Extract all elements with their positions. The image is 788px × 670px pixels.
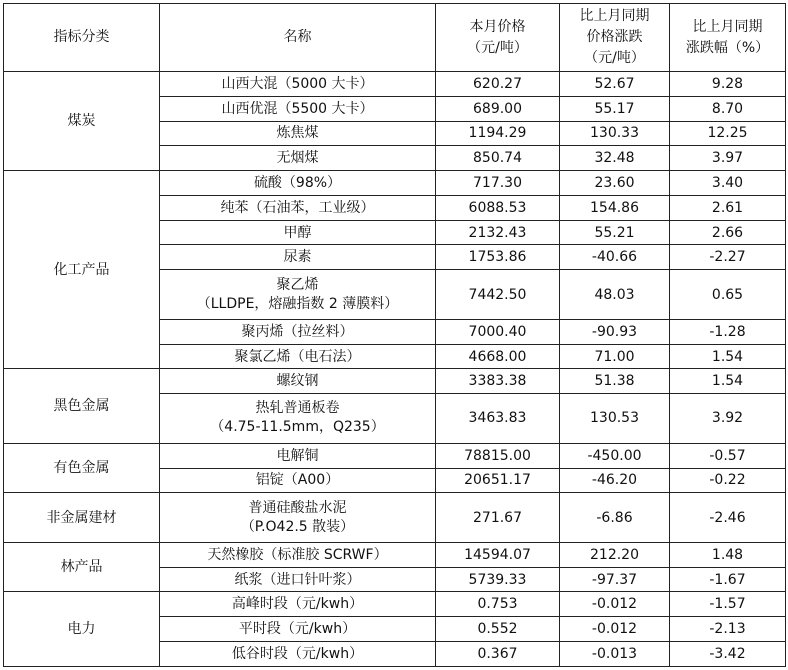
pct-cell: 3.40 (670, 171, 786, 196)
name-line: 炼焦煤 (276, 125, 319, 142)
category-cell: 有色金属 (4, 443, 160, 493)
price-cell: 4668.00 (436, 344, 560, 369)
category-cell: 黑色金属 (4, 369, 160, 443)
pct-cell: -3.42 (670, 642, 786, 667)
category-cell: 非金属建材 (4, 493, 160, 543)
change-cell: 130.33 (560, 121, 670, 146)
name-line: 聚氯乙烯（电石法） (234, 348, 361, 365)
table-row (4, 443, 786, 468)
header-name: 名称 (160, 4, 436, 72)
change-cell: -40.66 (560, 245, 670, 270)
header-change-line: 比上月同期 (579, 8, 650, 24)
pct-cell: -0.57 (670, 443, 786, 468)
name-cell (160, 121, 436, 146)
change-cell: 23.60 (560, 171, 670, 196)
change-cell: -0.013 (560, 642, 670, 667)
price-cell: 0.753 (436, 592, 560, 617)
table-row (4, 493, 786, 543)
name-cell (160, 245, 436, 270)
change-cell: 154.86 (560, 195, 670, 220)
name-line: 硫酸（98%） (253, 175, 342, 192)
pct-cell: -0.22 (670, 468, 786, 493)
pct-cell: -1.57 (670, 592, 786, 617)
header-pct-line: 涨跌幅（%） (685, 39, 770, 56)
change-cell: -0.012 (560, 592, 670, 617)
change-cell: 48.03 (560, 270, 670, 320)
header-row (4, 4, 786, 72)
pct-cell: 0.65 (670, 270, 786, 320)
table-row (4, 542, 786, 567)
price-cell: 850.74 (436, 146, 560, 171)
pct-cell: 9.28 (670, 72, 786, 97)
name-cell (160, 146, 436, 171)
change-cell: 212.20 (560, 542, 670, 567)
price-cell: 3463.83 (436, 394, 560, 444)
change-cell: -450.00 (560, 443, 670, 468)
name-line: 聚丙烯（拉丝料） (241, 323, 354, 340)
name-line: 尿素 (283, 249, 312, 266)
price-cell: 1194.29 (436, 121, 560, 146)
name-line: 无烟煤 (276, 150, 319, 167)
header-price-line: （元/吨） (467, 39, 528, 56)
table-body (4, 72, 786, 667)
price-cell: 5739.33 (436, 567, 560, 592)
pct-cell: -2.46 (670, 493, 786, 543)
name-line: 天然橡胶（标准胶 SCRWF） (207, 546, 388, 563)
change-cell: 55.21 (560, 220, 670, 245)
name-cell (160, 567, 436, 592)
name-line: （4.75-11.5mm，Q235） (210, 419, 385, 436)
pct-cell: -2.13 (670, 617, 786, 642)
name-cell (160, 220, 436, 245)
pct-cell: 3.92 (670, 394, 786, 444)
name-cell (160, 542, 436, 567)
pct-cell: -1.67 (670, 567, 786, 592)
name-cell (160, 443, 436, 468)
pct-cell: 2.66 (670, 220, 786, 245)
name-cell (160, 493, 436, 543)
name-cell (160, 344, 436, 369)
pct-cell: 8.70 (670, 96, 786, 121)
name-line: 纸浆（进口针叶浆） (234, 571, 361, 588)
name-cell (160, 171, 436, 196)
table-row (4, 592, 786, 617)
price-cell: 7442.50 (436, 270, 560, 320)
table-row (4, 72, 786, 97)
header-price-line: 本月价格 (469, 18, 526, 35)
change-cell: 55.17 (560, 96, 670, 121)
price-cell: 7000.40 (436, 319, 560, 344)
price-cell: 1753.86 (436, 245, 560, 270)
price-cell: 14594.07 (436, 542, 560, 567)
pct-cell: 1.54 (670, 369, 786, 394)
name-cell (160, 592, 436, 617)
change-cell: -46.20 (560, 468, 670, 493)
change-cell: 51.38 (560, 369, 670, 394)
pct-cell: 3.97 (670, 146, 786, 171)
name-line: 铝锭（A00） (255, 472, 340, 489)
name-line: （LLDPE，熔融指数 2 薄膜料） (196, 295, 399, 312)
name-line: 山西大混（5000 大卡） (221, 75, 374, 92)
price-cell: 2132.43 (436, 220, 560, 245)
change-cell: -90.93 (560, 319, 670, 344)
price-cell: 20651.17 (436, 468, 560, 493)
name-cell (160, 369, 436, 394)
price-cell: 271.67 (436, 493, 560, 543)
header-change-line: 价格涨跌 (586, 29, 643, 45)
name-line: 普通硅酸盐水泥 (248, 499, 347, 516)
price-cell: 0.552 (436, 617, 560, 642)
change-cell: 52.67 (560, 72, 670, 97)
pct-cell: 2.61 (670, 195, 786, 220)
header-change-line: （元/吨） (584, 50, 645, 66)
header-change (560, 4, 670, 72)
header-category: 指标分类 (4, 4, 160, 72)
name-cell (160, 195, 436, 220)
header-pct-line: 比上月同期 (692, 18, 763, 35)
name-line: 纯苯（石油苯，工业级） (220, 199, 375, 216)
category-cell: 林产品 (4, 542, 160, 592)
pct-cell: 12.25 (670, 121, 786, 146)
name-line: 螺纹钢 (276, 373, 319, 390)
table-row (4, 171, 786, 196)
price-cell: 6088.53 (436, 195, 560, 220)
category-cell: 煤炭 (4, 72, 160, 171)
name-line: 聚乙烯 (276, 276, 319, 293)
name-line: 甲醇 (283, 224, 312, 241)
price-cell: 0.367 (436, 642, 560, 667)
price-cell: 78815.00 (436, 443, 560, 468)
change-cell: -0.012 (560, 617, 670, 642)
name-cell (160, 617, 436, 642)
category-cell: 化工产品 (4, 171, 160, 369)
pct-cell: -1.28 (670, 319, 786, 344)
price-table (3, 3, 786, 667)
change-cell: 32.48 (560, 146, 670, 171)
change-cell: -6.86 (560, 493, 670, 543)
name-cell (160, 319, 436, 344)
header-pct (670, 4, 786, 72)
change-cell: 71.00 (560, 344, 670, 369)
name-line: 山西优混（5500 大卡） (221, 100, 374, 117)
name-cell (160, 270, 436, 320)
name-line: 平时段（元/kwh） (238, 621, 357, 638)
table-row (4, 369, 786, 394)
name-cell (160, 72, 436, 97)
name-line: 电解铜 (276, 447, 319, 464)
price-cell: 3383.38 (436, 369, 560, 394)
category-cell: 电力 (4, 592, 160, 667)
price-cell: 620.27 (436, 72, 560, 97)
pct-cell: 1.48 (670, 542, 786, 567)
name-line: 高峰时段（元/kwh） (231, 596, 364, 613)
name-line: 热轧普通板卷 (255, 400, 340, 417)
pct-cell: 1.54 (670, 344, 786, 369)
name-cell (160, 642, 436, 667)
name-line: 低谷时段（元/kwh） (231, 646, 364, 662)
name-cell (160, 394, 436, 444)
price-cell: 717.30 (436, 171, 560, 196)
price-cell: 689.00 (436, 96, 560, 121)
name-cell (160, 96, 436, 121)
change-cell: -97.37 (560, 567, 670, 592)
pct-cell: -2.27 (670, 245, 786, 270)
name-cell (160, 468, 436, 493)
name-line: （P.O42.5 散装） (240, 518, 355, 535)
change-cell: 130.53 (560, 394, 670, 444)
header-price (436, 4, 560, 72)
